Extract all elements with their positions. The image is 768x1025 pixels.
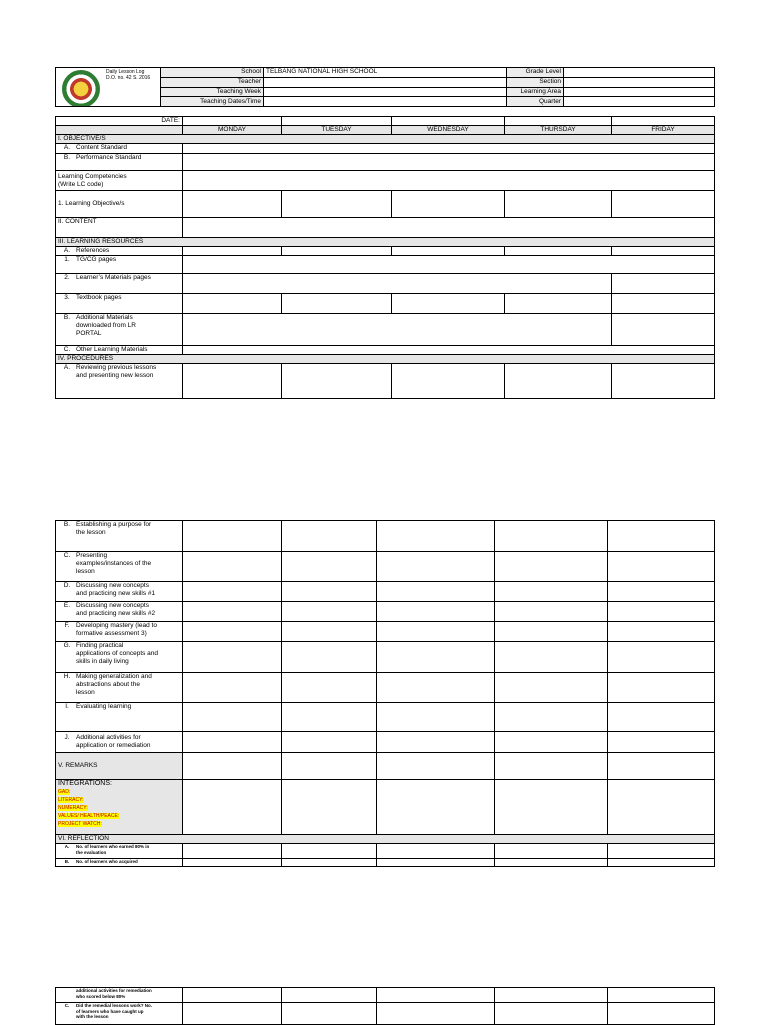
proc-g-label-2: applications of concepts and: [76, 650, 159, 657]
reflection-b2-wednesday[interactable]: [377, 988, 495, 1003]
additional-materials-value[interactable]: [183, 314, 612, 346]
additional-materials-label-2: downloaded from LR: [76, 322, 136, 329]
tg-pages-value[interactable]: [183, 256, 715, 274]
proc-c-wednesday[interactable]: [377, 552, 495, 582]
proc-e-monday[interactable]: [183, 602, 282, 622]
proc-h-thursday[interactable]: [495, 673, 608, 703]
additional-materials-label: Additional Materials: [76, 314, 133, 321]
school-label: School: [161, 68, 264, 78]
proc-e-label-2: and practicing new skills #2: [76, 610, 156, 617]
references-tuesday[interactable]: [282, 247, 392, 256]
proc-i-friday[interactable]: [608, 703, 715, 732]
textbook-pages-label: Textbook pages: [76, 294, 122, 301]
additional-materials-label-3: PORTAL: [76, 330, 102, 337]
date-monday[interactable]: [183, 117, 282, 126]
reflection-c-tuesday[interactable]: [282, 1003, 377, 1025]
teaching-dates-value[interactable]: [264, 97, 507, 107]
proc-a-letter: A.: [63, 364, 71, 371]
teaching-dates-label: Teaching Dates/Time: [161, 97, 264, 107]
lm-letter: 2.: [64, 274, 70, 281]
references-wednesday[interactable]: [392, 247, 505, 256]
learning-competencies-value[interactable]: [183, 171, 715, 191]
proc-c-tuesday[interactable]: [282, 552, 377, 582]
date-thursday[interactable]: [505, 117, 612, 126]
objective-thursday[interactable]: [505, 191, 612, 218]
proc-i-label: Evaluating learning: [76, 703, 132, 710]
proc-g-monday[interactable]: [183, 642, 282, 673]
proc-f-label: Developing mastery (lead to: [76, 622, 157, 629]
proc-b-label: Establishing a purpose for: [76, 521, 152, 528]
reflection-a-label-2: the evaluation: [76, 849, 107, 855]
proc-g-label: Finding practical: [76, 642, 124, 649]
reflection-heading: VI. REFLECTION: [56, 835, 715, 844]
content-standard-value[interactable]: [183, 144, 715, 154]
header-table: [55, 67, 715, 107]
proc-j-label-2: application or remediation: [76, 742, 151, 749]
proc-e-label: Discussing new concepts: [76, 602, 149, 609]
integrations-heading: INTEGRATIONS:: [58, 780, 112, 787]
proc-b-label-2: the lesson: [76, 529, 106, 536]
day-thursday: THURSDAY: [505, 126, 612, 135]
integrations-tuesday[interactable]: [282, 780, 377, 835]
teacher-value[interactable]: [264, 77, 507, 87]
references-letter: A.: [63, 247, 71, 254]
proc-a-label: Reviewing previous lessons: [76, 364, 157, 371]
proc-f-letter: F.: [64, 622, 70, 629]
reflection-a-tuesday[interactable]: [282, 844, 377, 859]
reflection-a-monday[interactable]: [183, 844, 282, 859]
lm-pages-label: Learner’s Materials pages: [76, 274, 151, 281]
logo-cell: [56, 68, 161, 107]
reflection-c-label-2: of learners who have caught up: [76, 1008, 144, 1014]
reflection-c-thursday[interactable]: [495, 1003, 608, 1025]
proc-d-wednesday[interactable]: [377, 582, 495, 602]
school-value[interactable]: TELBANG NATIONAL HIGH SCHOOL: [264, 68, 507, 78]
proc-h-label: Making generalization and: [76, 673, 152, 680]
proc-j-monday[interactable]: [183, 732, 282, 753]
lesson-table-1: [55, 116, 715, 399]
reflection-b-continued: additional activities for remediation: [76, 988, 152, 993]
reflection-c-wednesday[interactable]: [377, 1003, 495, 1025]
project-watch-label: PROJECT WATCH:: [58, 821, 102, 827]
additional-materials-letter: B.: [63, 314, 71, 321]
proc-j-tuesday[interactable]: [282, 732, 377, 753]
proc-e-thursday[interactable]: [495, 602, 608, 622]
proc-g-label-3: skills in daily living: [76, 658, 129, 665]
reflection-a-thursday[interactable]: [495, 844, 608, 859]
grade-level-label: Grade Level: [507, 68, 564, 78]
proc-b-thursday[interactable]: [495, 521, 608, 552]
remarks-monday[interactable]: [183, 753, 282, 780]
proc-g-tuesday[interactable]: [282, 642, 377, 673]
proc-a-friday[interactable]: [612, 364, 715, 399]
quarter-label: Quarter: [507, 97, 564, 107]
proc-e-wednesday[interactable]: [377, 602, 495, 622]
content-heading: II. CONTENT: [56, 218, 183, 238]
lc-code-note: (Write LC code): [58, 180, 104, 188]
reflection-b-monday[interactable]: [183, 859, 282, 867]
reflection-b-friday[interactable]: [608, 859, 715, 867]
proc-f-label-2: formative assessment 3): [76, 630, 147, 637]
textbook-monday[interactable]: [183, 294, 282, 314]
lm-pages-friday[interactable]: [612, 274, 715, 294]
performance-standard-value[interactable]: [183, 154, 715, 171]
reflection-b-wednesday[interactable]: [377, 859, 495, 867]
learning-objectives-label: 1. Learning Objective/s: [56, 191, 183, 218]
reflection-b-label: No. of learners who acquired: [76, 859, 138, 864]
remarks-thursday[interactable]: [495, 753, 608, 780]
proc-i-tuesday[interactable]: [282, 703, 377, 732]
reflection-b-tuesday[interactable]: [282, 859, 377, 867]
proc-c-thursday[interactable]: [495, 552, 608, 582]
proc-f-tuesday[interactable]: [282, 622, 377, 642]
references-thursday[interactable]: [505, 247, 612, 256]
learning-area-value[interactable]: [564, 87, 715, 97]
proc-a-thursday[interactable]: [505, 364, 612, 399]
deped-seal-icon: [62, 70, 100, 107]
proc-b-friday[interactable]: [608, 521, 715, 552]
proc-d-friday[interactable]: [608, 582, 715, 602]
objectives-heading: I. OBJECTIVE/S: [56, 135, 715, 144]
proc-j-label: Additional activities for: [76, 734, 141, 741]
grade-level-value[interactable]: [564, 68, 715, 78]
proc-d-label-2: and practicing new skills #1: [76, 590, 156, 597]
references-friday[interactable]: [612, 247, 715, 256]
proc-g-wednesday[interactable]: [377, 642, 495, 673]
performance-standard-letter: B.: [63, 154, 71, 161]
proc-g-letter: G.: [63, 642, 71, 649]
tg-letter: 1.: [64, 256, 70, 263]
proc-f-friday[interactable]: [608, 622, 715, 642]
dll-title: Daily Lesson Log: [106, 69, 145, 75]
proc-i-wednesday[interactable]: [377, 703, 495, 732]
teacher-label: Teacher: [161, 77, 264, 87]
section-value[interactable]: [564, 77, 715, 87]
reflection-b2-tuesday[interactable]: [282, 988, 377, 1003]
tg-pages-label: TG/CG pages: [76, 256, 117, 263]
lm-pages-value[interactable]: [183, 274, 612, 294]
reflection-c-label: Did the remedial lessons work? No.: [76, 1003, 153, 1008]
proc-h-letter: H.: [63, 673, 71, 680]
procedures-heading: IV. PROCEDURES: [56, 355, 715, 364]
textbook-thursday[interactable]: [505, 294, 612, 314]
proc-b-tuesday[interactable]: [282, 521, 377, 552]
proc-h-monday[interactable]: [183, 673, 282, 703]
reflection-b-continued-2: who scored below 80%: [76, 993, 126, 999]
integrations-wednesday[interactable]: [377, 780, 495, 835]
proc-a-wednesday[interactable]: [392, 364, 505, 399]
remarks-friday[interactable]: [608, 753, 715, 780]
objective-monday[interactable]: [183, 191, 282, 218]
remarks-tuesday[interactable]: [282, 753, 377, 780]
numeracy-label: NUMERACY:: [58, 805, 88, 811]
proc-a-monday[interactable]: [183, 364, 282, 399]
reflection-c-friday[interactable]: [608, 1003, 715, 1025]
reflection-c-label-3: with the lesson: [76, 1014, 109, 1019]
proc-f-monday[interactable]: [183, 622, 282, 642]
proc-c-letter: C.: [63, 552, 71, 559]
proc-d-label: Discussing new concepts: [76, 582, 149, 589]
reflection-b-thursday[interactable]: [495, 859, 608, 867]
values-label: VALUES/ HEALTH/PEACE:: [58, 813, 120, 819]
proc-j-letter: J.: [64, 734, 70, 741]
learning-competencies-label: Learning Competencies: [58, 172, 127, 180]
reflection-a-letter: A.: [64, 844, 70, 849]
references-monday[interactable]: [183, 247, 282, 256]
proc-b-monday[interactable]: [183, 521, 282, 552]
textbook-wednesday[interactable]: [392, 294, 505, 314]
day-friday: FRIDAY: [612, 126, 715, 135]
learning-resources-heading: III. LEARNING RESOURCES: [56, 238, 715, 247]
reflection-b2-thursday[interactable]: [495, 988, 608, 1003]
proc-g-friday[interactable]: [608, 642, 715, 673]
performance-standard-label: Performance Standard: [76, 154, 142, 161]
teaching-week-value[interactable]: [264, 87, 507, 97]
proc-b-wednesday[interactable]: [377, 521, 495, 552]
proc-h-friday[interactable]: [608, 673, 715, 703]
proc-f-thursday[interactable]: [495, 622, 608, 642]
literacy-label: LITERACY:: [58, 797, 84, 803]
date-friday[interactable]: [612, 117, 715, 126]
objective-tuesday[interactable]: [282, 191, 392, 218]
proc-d-thursday[interactable]: [495, 582, 608, 602]
section-label: Section: [507, 77, 564, 87]
proc-j-friday[interactable]: [608, 732, 715, 753]
textbook-friday[interactable]: [612, 294, 715, 314]
proc-d-monday[interactable]: [183, 582, 282, 602]
additional-materials-friday[interactable]: [612, 314, 715, 346]
day-header-blank: [56, 126, 183, 135]
integrations-friday[interactable]: [608, 780, 715, 835]
reflection-c-letter: C.: [64, 1003, 70, 1008]
integrations-monday[interactable]: [183, 780, 282, 835]
reflection-b-letter: B.: [64, 859, 70, 864]
integrations-thursday[interactable]: [495, 780, 608, 835]
proc-h-wednesday[interactable]: [377, 673, 495, 703]
proc-a-tuesday[interactable]: [282, 364, 392, 399]
day-tuesday: TUESDAY: [282, 126, 392, 135]
reflection-a-label: No. of learners who earned 80% in: [76, 844, 150, 849]
proc-c-friday[interactable]: [608, 552, 715, 582]
proc-g-thursday[interactable]: [495, 642, 608, 673]
date-tuesday[interactable]: [282, 117, 392, 126]
reflection-a-wednesday[interactable]: [377, 844, 495, 859]
lesson-table-2: [55, 520, 715, 867]
other-materials-value[interactable]: [183, 346, 715, 355]
proc-a-label-2: and presenting new lesson: [76, 372, 154, 379]
proc-i-letter: I.: [65, 703, 69, 710]
proc-f-wednesday[interactable]: [377, 622, 495, 642]
reflection-b2-friday[interactable]: [608, 988, 715, 1003]
remarks-wednesday[interactable]: [377, 753, 495, 780]
proc-h-label-3: lesson: [76, 689, 95, 696]
proc-d-letter: D.: [63, 582, 71, 589]
reflection-b2-monday[interactable]: [183, 988, 282, 1003]
proc-c-label-3: lesson: [76, 568, 95, 575]
content-standard-label: Content Standard: [76, 144, 127, 151]
proc-b-letter: B.: [63, 521, 71, 528]
proc-h-tuesday[interactable]: [282, 673, 377, 703]
learning-area-label: Learning Area: [507, 87, 564, 97]
proc-j-thursday[interactable]: [495, 732, 608, 753]
quarter-value[interactable]: [564, 97, 715, 107]
objective-friday[interactable]: [612, 191, 715, 218]
textbook-tuesday[interactable]: [282, 294, 392, 314]
proc-i-thursday[interactable]: [495, 703, 608, 732]
date-label: DATE:: [56, 117, 183, 126]
proc-h-label-2: abstractions about the: [76, 681, 140, 688]
other-materials-letter: C.: [63, 346, 71, 353]
day-monday: MONDAY: [183, 126, 282, 135]
proc-d-tuesday[interactable]: [282, 582, 377, 602]
textbook-letter: 3.: [64, 294, 70, 301]
reflection-c-monday[interactable]: [183, 1003, 282, 1025]
dll-order: D.O. no. 42 S. 2016: [106, 75, 151, 81]
proc-e-tuesday[interactable]: [282, 602, 377, 622]
proc-j-wednesday[interactable]: [377, 732, 495, 753]
proc-c-label: Presenting: [76, 552, 108, 559]
teaching-week-label: Teaching Week: [161, 87, 264, 97]
gad-label: GAD:: [58, 789, 71, 795]
content-value[interactable]: [183, 218, 715, 238]
proc-e-friday[interactable]: [608, 602, 715, 622]
remarks-heading: V. REMARKS: [56, 753, 183, 780]
reflection-a-friday[interactable]: [608, 844, 715, 859]
proc-c-label-2: examples/instances of the: [76, 560, 152, 567]
day-wednesday: WEDNESDAY: [392, 126, 505, 135]
proc-c-monday[interactable]: [183, 552, 282, 582]
proc-e-letter: E.: [63, 602, 71, 609]
content-standard-letter: A.: [63, 144, 71, 151]
proc-i-monday[interactable]: [183, 703, 282, 732]
references-label: References: [76, 247, 110, 254]
date-wednesday[interactable]: [392, 117, 505, 126]
lesson-table-3: [55, 987, 715, 1025]
objective-wednesday[interactable]: [392, 191, 505, 218]
other-materials-label: Other Learning Materials: [76, 346, 148, 353]
